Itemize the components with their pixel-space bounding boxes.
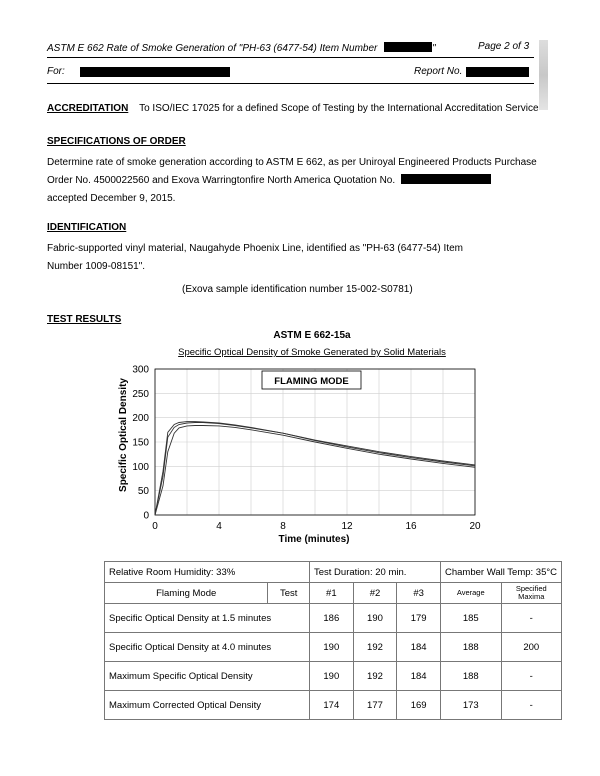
header-title-text: ASTM E 662 Rate of Smoke Generation of "PH-63 (6477-54) Item Number bbox=[47, 43, 378, 54]
row-label: Specific Optical Density at 4.0 minutes bbox=[105, 633, 310, 662]
accreditation bbox=[47, 100, 539, 118]
row-label: Maximum Corrected Optical Density bbox=[105, 691, 310, 720]
y-tick-label: 100 bbox=[132, 461, 149, 473]
y-tick-label: 0 bbox=[143, 510, 149, 522]
humidity-cell: Relative Room Humidity: 33% bbox=[105, 562, 310, 583]
identification-line-1: Fabric-supported vinyl material, Naugahyde Phoenix Line, identified as "PH-63 (6477-54) Item bbox=[47, 243, 463, 254]
for-label: For: bbox=[47, 66, 65, 77]
cell-maxima: - bbox=[501, 662, 562, 691]
row-label: Maximum Specific Optical Density bbox=[105, 662, 310, 691]
redacted-client bbox=[80, 67, 230, 77]
chart-subtitle: Specific Optical Density of Smoke Generated by Solid Materials bbox=[178, 347, 446, 358]
row-label: Specific Optical Density at 1.5 minutes bbox=[105, 604, 310, 633]
identification-line-2: Number 1009-08151". bbox=[47, 261, 146, 272]
x-tick-label: 4 bbox=[216, 521, 222, 532]
specifications-line-3: accepted December 9, 2015. bbox=[47, 193, 176, 204]
cell-average: 185 bbox=[441, 604, 502, 633]
cell-average: 188 bbox=[441, 662, 502, 691]
y-tick-label: 250 bbox=[132, 388, 149, 400]
table-row bbox=[105, 691, 562, 720]
smoke-density-chart bbox=[0, 325, 600, 545]
cell-test2: 192 bbox=[353, 633, 397, 662]
y-tick-label: 200 bbox=[132, 413, 149, 425]
specified-label: Specified bbox=[515, 584, 547, 593]
specifications-line-1: Determine rate of smoke generation according to ASTM E 662, as per Uniroyal Engineered Products Purchase bbox=[47, 157, 537, 168]
sample-identification: (Exova sample identification number 15-002-S0781) bbox=[182, 284, 413, 295]
test-results-heading: TEST RESULTS bbox=[47, 314, 122, 325]
cell-test2: 177 bbox=[353, 691, 397, 720]
chart-title: ASTM E 662-15a bbox=[273, 330, 351, 341]
header-rule-bottom bbox=[47, 83, 534, 84]
cell-test1: 186 bbox=[310, 604, 354, 633]
cell-test2: 192 bbox=[353, 662, 397, 691]
cell-test1: 190 bbox=[310, 633, 354, 662]
cell-test3: 184 bbox=[397, 633, 441, 662]
x-tick-label: 20 bbox=[469, 521, 481, 532]
average-header: Average bbox=[441, 583, 502, 604]
test2-header: #2 bbox=[353, 583, 397, 604]
redacted-report-number bbox=[466, 67, 529, 77]
identification-heading: IDENTIFICATION bbox=[47, 222, 127, 233]
cell-test3: 169 bbox=[397, 691, 441, 720]
table-row bbox=[105, 633, 562, 662]
scan-edge-shading bbox=[539, 40, 548, 110]
duration-cell: Test Duration: 20 min. bbox=[310, 562, 441, 583]
cell-test3: 184 bbox=[397, 662, 441, 691]
header-title-quote: " bbox=[432, 43, 436, 54]
page-number: Page 2 of 3 bbox=[478, 41, 530, 52]
y-axis-label: Specific Optical Density bbox=[118, 378, 129, 492]
y-tick-label: 50 bbox=[137, 486, 149, 498]
accreditation-label: ACCREDITATION bbox=[47, 103, 129, 114]
y-tick-label: 150 bbox=[132, 437, 149, 449]
conditions-row bbox=[105, 562, 562, 583]
redacted-item-number bbox=[384, 42, 432, 52]
x-axis-label: Time (minutes) bbox=[278, 534, 350, 545]
x-tick-label: 16 bbox=[405, 521, 417, 532]
specifications-line-2-text: Order No. 4500022560 and Exova Warringtonfire North America Quotation No. bbox=[47, 175, 396, 186]
cell-test1: 190 bbox=[310, 662, 354, 691]
redacted-quotation-number bbox=[401, 174, 491, 184]
wall-temp-cell: Chamber Wall Temp: 35°C bbox=[441, 562, 562, 583]
results-table bbox=[104, 561, 562, 720]
test-header: Test bbox=[268, 583, 310, 604]
cell-average: 188 bbox=[441, 633, 502, 662]
cell-maxima: - bbox=[501, 604, 562, 633]
header-title bbox=[47, 41, 436, 54]
specifications-line-2 bbox=[47, 172, 537, 190]
y-tick-label: 300 bbox=[132, 364, 149, 376]
cell-test2: 190 bbox=[353, 604, 397, 633]
cell-maxima: 200 bbox=[501, 633, 562, 662]
report-label: Report No. bbox=[414, 66, 463, 77]
x-tick-label: 8 bbox=[280, 521, 286, 532]
table-row bbox=[105, 662, 562, 691]
x-tick-label: 0 bbox=[152, 521, 158, 532]
specified-maxima-header bbox=[501, 583, 562, 604]
test1-header: #1 bbox=[310, 583, 354, 604]
mode-header: Flaming Mode bbox=[105, 583, 268, 604]
header-row bbox=[105, 583, 562, 604]
x-tick-label: 12 bbox=[341, 521, 353, 532]
accreditation-text: To ISO/IEC 17025 for a defined Scope of Testing by the International Accreditation Service bbox=[139, 103, 539, 114]
annotation-label: FLAMING MODE bbox=[274, 376, 349, 387]
identification-body bbox=[47, 240, 463, 276]
cell-average: 173 bbox=[441, 691, 502, 720]
cell-test1: 174 bbox=[310, 691, 354, 720]
test3-header: #3 bbox=[397, 583, 441, 604]
cell-test3: 179 bbox=[397, 604, 441, 633]
specifications-heading: SPECIFICATIONS OF ORDER bbox=[47, 136, 186, 147]
specifications-body bbox=[47, 154, 537, 208]
table-row bbox=[105, 604, 562, 633]
header-rule-top bbox=[47, 57, 534, 58]
maxima-label: Maxima bbox=[518, 592, 545, 601]
cell-maxima: - bbox=[501, 691, 562, 720]
